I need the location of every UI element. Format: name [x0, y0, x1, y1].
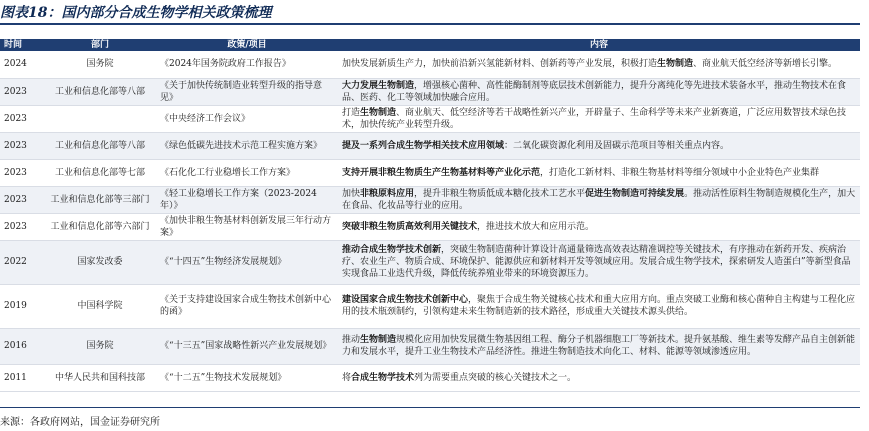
cell-content [338, 186, 860, 213]
content-text: 打造 [342, 107, 361, 118]
content-text: ，打造化工新材料、非粮生物基材料等细分领域中小企业特色产业集群 [540, 167, 820, 178]
header-policy: 政策/项目 [156, 39, 338, 51]
cell-dept: 工业和信息化部等六部门 [44, 213, 156, 240]
source-divider [0, 407, 860, 408]
cell-year: 2023 [0, 105, 44, 132]
cell-policy: 《绿色低碳先进技术示范工程实施方案》 [156, 132, 338, 159]
cell-year: 2023 [0, 159, 44, 186]
table-header-row [0, 39, 860, 51]
content-emphasis: 推动合成生物学技术创新 [342, 245, 442, 255]
content-text: 、商业航天、低空经济等若干战略性新兴产业，开辟量子、生命科学等未来产业新赛道，广泛应用数智技术绿色技术，加快传统产业转型升级。 [342, 107, 847, 130]
cell-year: 2022 [0, 240, 44, 284]
cell-policy: 《“十三五”国家战略性新兴产业发展规划》 [156, 328, 338, 364]
content-text: ：二氧化碳资源化利用及固碳示范项目等相关重点内容。 [504, 140, 730, 151]
content-text: 加快发展新质生产力，加快前沿新兴氢能新材料、创新药等产业发展，积极打造 [342, 59, 658, 70]
content-text: 加快 [342, 188, 361, 199]
cell-policy: 《石化化工行业稳增长工作方案》 [156, 159, 338, 186]
cell-dept: 国家发改委 [44, 240, 156, 284]
figure-title: 图表18：国内部分合成生物学相关政策梳理 [0, 5, 272, 21]
content-emphasis: 生物制造 [657, 59, 694, 70]
cell-policy: 《2024年国务院政府工作报告》 [156, 51, 338, 78]
table-row [0, 284, 860, 328]
content-emphasis: 促进生物制造可持续发展 [585, 188, 685, 199]
content-emphasis: 非粮原料应用 [360, 188, 415, 199]
content-text: ，聚焦于合成生物关键核心技术和重大应用方向。重点突破工业酶和核心菌种自主构建与工程化应用的技术瓶颈制约，引领构建未来生物制造新的技术路径，形成重大关键技术源头供给。 [342, 295, 856, 317]
cell-year: 2023 [0, 186, 44, 213]
cell-content [338, 364, 860, 391]
cell-content [338, 78, 860, 105]
content-emphasis: 突破非粮生物质高效利用关键技术 [342, 221, 478, 232]
content-emphasis: 建设国家合成生物技术创新中心 [342, 295, 469, 305]
cell-dept: 工业和信息化部等八部 [44, 78, 156, 105]
content-text: 列为需要重点突破的核心关键技术之一。 [414, 372, 577, 383]
cell-policy: 《“十二五”生物技术发展规划》 [156, 364, 338, 391]
content-emphasis: 生物制造 [360, 335, 397, 345]
cell-content [338, 213, 860, 240]
policy-table-body [0, 51, 860, 391]
table-row [0, 213, 860, 240]
cell-dept: 中华人民共和国科技部 [44, 364, 156, 391]
cell-year: 2011 [0, 364, 44, 391]
cell-year: 2019 [0, 284, 44, 328]
cell-content [338, 328, 860, 364]
content-text: ，提升非粮生物质低成本糖化技术工艺水平 [414, 188, 586, 199]
content-emphasis: 支持开展非粮生物质生产生物基材料等产业化示范 [342, 167, 541, 178]
content-emphasis: 合成生物学技术 [351, 372, 415, 383]
content-text: 、商业航天低空经济等新增长引擎。 [693, 59, 838, 70]
content-text: 推动 [342, 335, 361, 345]
cell-content [338, 132, 860, 159]
cell-year: 2023 [0, 132, 44, 159]
cell-content [338, 51, 860, 78]
content-text: 。推动活性原料生物制造规模化生产，加大在食品、化妆品等行业的应用。 [342, 188, 856, 211]
content-text: ，增强核心菌种、高性能酶制剂等底层技术创新能力，提升分离纯化等先进技术装备水平，推动生物技术在食品、医药、化工等领域加快融合应用。 [342, 80, 847, 103]
cell-dept: 工业和信息化部等三部门 [44, 186, 156, 213]
content-text: ，推进技术放大和应用示范。 [477, 221, 595, 232]
cell-policy: 《“十四五”生物经济发展规划》 [156, 240, 338, 284]
cell-dept: 国务院 [44, 328, 156, 364]
cell-policy: 《加快非粮生物基材料创新发展三年行动方案》 [156, 213, 338, 240]
table-row [0, 78, 860, 105]
header-dept: 部门 [44, 39, 156, 51]
cell-dept: 中国科学院 [44, 284, 156, 328]
cell-year: 2024 [0, 51, 44, 78]
table-row [0, 159, 860, 186]
cell-content [338, 284, 860, 328]
cell-content [338, 240, 860, 284]
content-emphasis: 大力发展生物制造 [342, 80, 415, 91]
table-row [0, 51, 860, 78]
table-row [0, 186, 860, 213]
cell-policy: 《关于加快传统制造业转型升级的指导意见》 [156, 78, 338, 105]
content-text: ，突破生物制造菌种计算设计高通量筛选高效表达精准调控等关键技术，有序推动在新药开发、疾病治疗、农业生产、物质合成、环境保护、能源供应和新材料开发等领域应用。发展合成生物学技术，探索研发人造蛋白”等新型食品实现食品工业迭代升级，降低传统养殖业带来的环境资源压力。 [342, 245, 851, 279]
cell-dept: 国务院 [44, 51, 156, 78]
figure-source: 来源：各政府网站，国金证券研究所 [0, 417, 160, 428]
table-row [0, 364, 860, 391]
cell-dept [44, 105, 156, 132]
cell-year: 2023 [0, 78, 44, 105]
header-year: 时间 [0, 39, 44, 51]
title-divider [0, 23, 860, 25]
cell-policy: 《关于支持建设国家合成生物技术创新中心的函》 [156, 284, 338, 328]
content-emphasis: 生物制造 [360, 107, 397, 118]
policy-table [0, 39, 860, 392]
header-content: 内容 [338, 39, 860, 51]
content-text: 规模化应用加快发展微生物基因组工程、酶分子机器细胞工厂等新技术。提升氨基酸、维生素等发酵产品自主创新能力和发展水平，提升工业生物技术产品经济性。推进生物制造技术向化工、材料、能源等领域渗透应用。 [342, 335, 856, 357]
cell-content [338, 105, 860, 132]
cell-policy: 《中央经济工作会议》 [156, 105, 338, 132]
content-text: 将 [342, 372, 352, 383]
content-emphasis: 提及一系列合成生物学相关技术应用领域 [342, 140, 505, 151]
table-row [0, 105, 860, 132]
table-row [0, 132, 860, 159]
cell-content [338, 159, 860, 186]
cell-year: 2023 [0, 213, 44, 240]
cell-dept: 工业和信息化部等八部 [44, 132, 156, 159]
table-row [0, 240, 860, 284]
cell-dept: 工业和信息化部等七部 [44, 159, 156, 186]
cell-policy: 《轻工业稳增长工作方案（2023-2024年）》 [156, 186, 338, 213]
table-row [0, 328, 860, 364]
cell-year: 2016 [0, 328, 44, 364]
